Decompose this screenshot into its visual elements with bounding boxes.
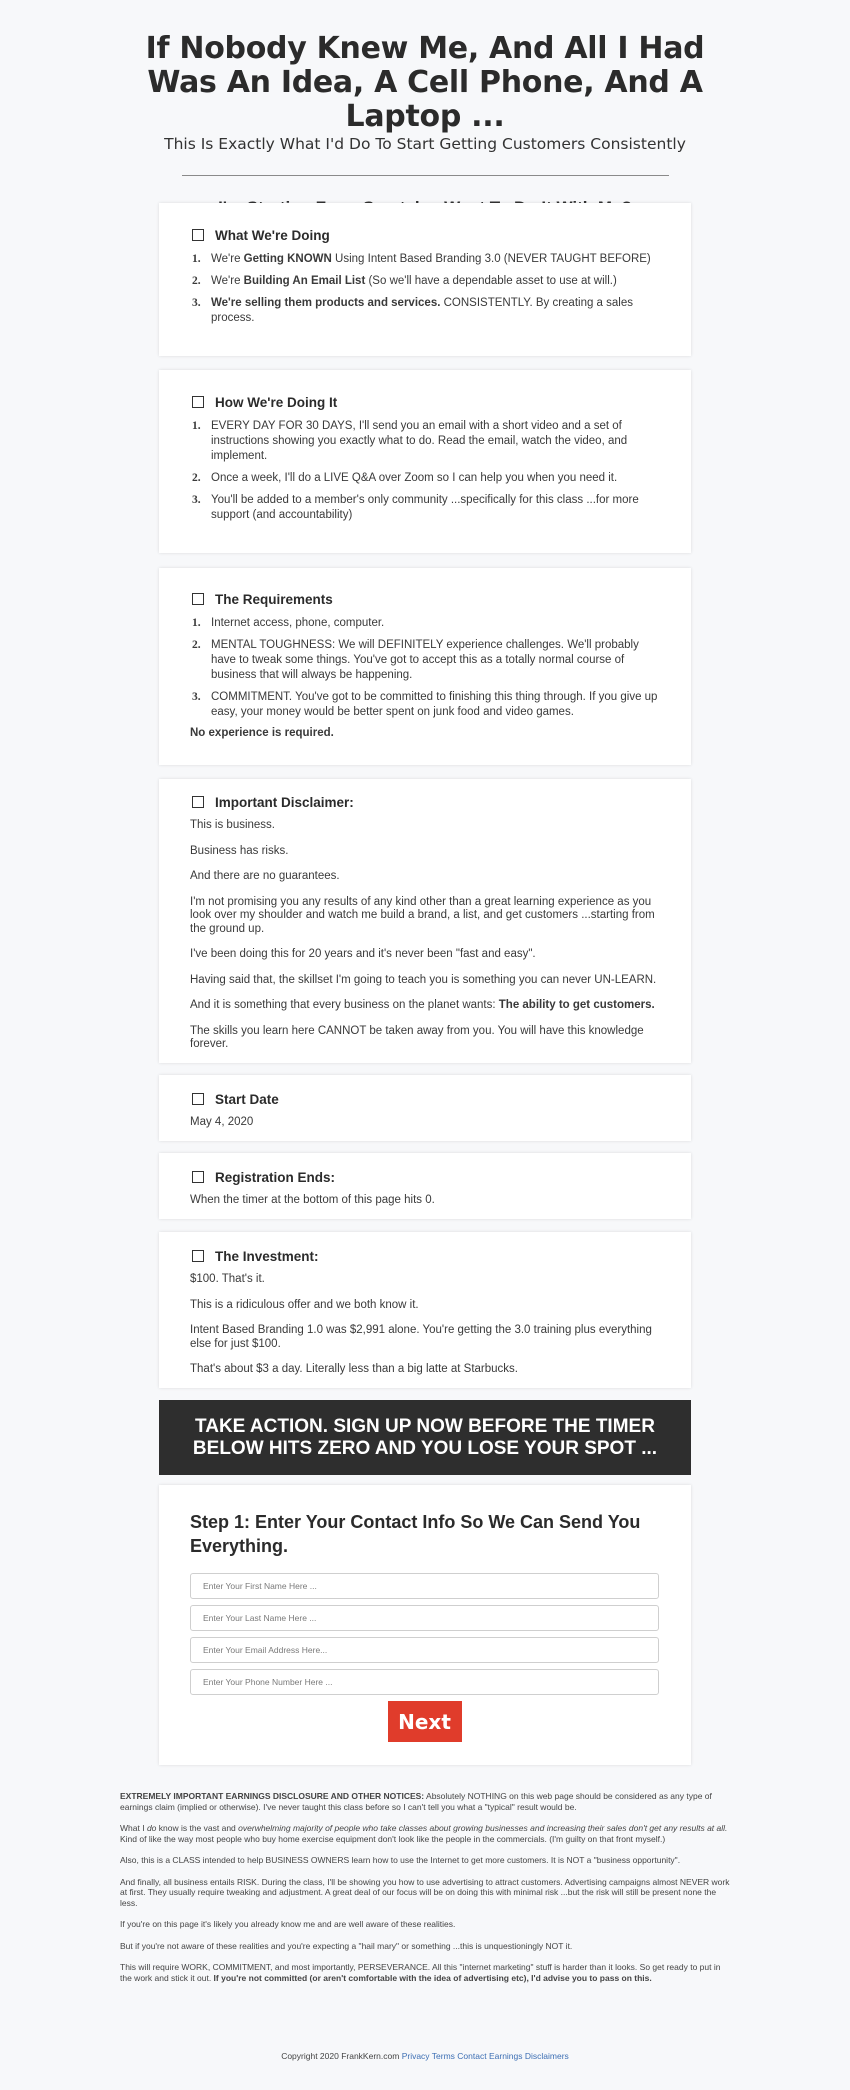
list-item	[190, 419, 659, 464]
card-title-text: How We're Doing It	[215, 394, 338, 410]
contact-link[interactable]: Contact	[457, 2051, 487, 2061]
card-title-text: Important Disclaimer:	[215, 794, 354, 810]
checkbox-icon	[192, 229, 204, 241]
item-text: COMMITMENT. You've got to be committed to finishing this thing through. If you give up easy, your money would be better spent on junk food and video games.	[211, 691, 658, 718]
card-title	[190, 393, 659, 411]
card-title	[190, 226, 659, 244]
card-title	[190, 1168, 659, 1186]
disclosure-paragraph	[120, 1823, 730, 1844]
start-date-value: May 4, 2020	[190, 1116, 254, 1128]
disclosure-paragraph	[120, 1791, 730, 1812]
disclosure-emphasis: overwhelming majority of people who take classes about growing businesses and increasing their sales don't get any results at all.	[238, 1823, 728, 1833]
card-what-were-doing	[159, 203, 691, 356]
page-headline: If Nobody Knew Me, And All I Had Was An Idea, A Cell Phone, And A Laptop ...	[145, 31, 705, 134]
list-number: 2.	[192, 639, 201, 651]
divider	[182, 175, 669, 176]
card-title	[190, 793, 659, 811]
checkbox-icon	[192, 796, 204, 808]
email-input[interactable]	[190, 1637, 659, 1663]
disclosure-text: Absolutely NOTHING on this web page should be considered as any type of earnings claim (implied or otherwise). I've never taught this class before so I can't tell you what a "typical" result would be.	[120, 1791, 712, 1812]
list-item	[190, 493, 659, 523]
earnings-disclaimers-link[interactable]: Earnings Disclaimers	[488, 2051, 569, 2061]
item-bold: Building An Email List	[243, 275, 366, 287]
footer	[0, 2051, 850, 2061]
disclosure-paragraph: Also, this is a CLASS intended to help BUSINESS OWNERS learn how to use the Internet to get more customers. It is NOT a "business opportunity".	[120, 1855, 681, 1865]
item-text: We're	[211, 253, 244, 265]
disclosure-text: know is the vast and	[156, 1823, 239, 1833]
paragraph: This is business.	[190, 819, 276, 831]
checkbox-icon	[192, 1093, 204, 1105]
disclaimer-paragraphs	[190, 819, 659, 1052]
card-how-were-doing-it	[159, 370, 691, 553]
item-text: We're	[211, 275, 244, 287]
list-item	[190, 296, 659, 326]
how-list	[190, 419, 659, 523]
paragraph: I'm not promising you any results of any kind other than a great learning experience as you look over my shoulder and watch me build a brand, a list, and get customers ...starting from the ground up.	[190, 895, 655, 935]
item-text: EVERY DAY FOR 30 DAYS, I'll send you an email with a short video and a set of instructions showing you exactly what to do. Read the email, watch the video, and implement.	[211, 420, 628, 462]
card-requirements	[159, 568, 691, 765]
list-number: 3.	[192, 691, 201, 703]
list-item	[190, 274, 659, 289]
checkbox-icon	[192, 396, 204, 408]
privacy-link[interactable]: Privacy	[401, 2051, 430, 2061]
list-number: 2.	[192, 275, 201, 287]
list-item	[190, 690, 659, 720]
item-text: You'll be added to a member's only community ...specifically for this class ...for more support (and accountability)	[211, 494, 639, 521]
item-text: Internet access, phone, computer.	[211, 617, 385, 629]
disclosure-bold: If you're not committed (or aren't comfortable with the idea of advertising etc), I'd advise you to pass on this.	[213, 1972, 652, 1983]
list-item	[190, 616, 659, 631]
checkbox-icon	[192, 1171, 204, 1183]
paragraph: The skills you learn here CANNOT be taken away from you. You will have this knowledge forever.	[190, 1024, 644, 1050]
doing-list	[190, 252, 659, 326]
checkbox-icon	[192, 1250, 204, 1262]
page-subhead: This Is Exactly What I'd Do To Start Getting Customers Consistently	[164, 135, 686, 153]
disclosure-emphasis: do	[146, 1823, 157, 1833]
item-text: (So we'll have a dependable asset to use at will.)	[365, 275, 617, 287]
card-start-date	[159, 1075, 691, 1141]
paragraph-bold: The ability to get customers.	[498, 999, 655, 1011]
requirements-list	[190, 616, 659, 720]
disclosure-paragraph	[120, 1962, 730, 1983]
list-item	[190, 252, 659, 267]
paragraph-text: And it is something that every business on the planet wants:	[190, 999, 499, 1011]
paragraph: I've been doing this for 20 years and it's never been "fast and easy".	[190, 948, 536, 960]
last-name-input[interactable]	[190, 1605, 659, 1631]
disclosure-paragraph: But if you're not aware of these realities and you're expecting a "hail mary" or something ...this is unquestioningly NOT it.	[120, 1940, 573, 1951]
list-number: 1.	[192, 253, 201, 265]
first-name-input[interactable]	[190, 1573, 659, 1599]
card-title-text: The Investment:	[215, 1248, 319, 1264]
item-text: MENTAL TOUGHNESS: We will DEFINITELY experience challenges. We'll probably have to tweak some things. You've got to accept this as a totally normal course of business that will always be happening.	[211, 639, 639, 681]
item-text: Once a week, I'll do a LIVE Q&A over Zoom so I can help you when you need it.	[211, 472, 618, 484]
paragraph	[190, 999, 659, 1013]
paragraph: Having said that, the skillset I'm going to teach you is something you can never UN-LEARN.	[190, 973, 657, 986]
paragraph: Business has risks.	[190, 844, 289, 857]
disclosure-heading: EXTREMELY IMPORTANT EARNINGS DISCLOSURE AND OTHER NOTICES:	[120, 1791, 425, 1801]
disclosure-paragraph: If you're on this page it's likely you already know me and are well aware of these realities.	[120, 1919, 456, 1929]
checkbox-icon	[192, 593, 204, 605]
item-text: CONSISTENTLY. By creating a sales process.	[211, 297, 633, 324]
terms-link[interactable]: Terms	[431, 2051, 455, 2061]
item-bold: Getting KNOWN	[243, 253, 332, 265]
card-title	[190, 590, 659, 608]
signup-form-card	[159, 1485, 691, 1765]
list-number: 1.	[192, 617, 201, 629]
take-action-banner: TAKE ACTION. SIGN UP NOW BEFORE THE TIMER BELOW HITS ZERO AND YOU LOSE YOUR SPOT ...	[159, 1400, 691, 1475]
card-title-text: Registration Ends:	[215, 1169, 336, 1185]
disclosure-text: This will require WORK, COMMITMENT, and most importantly, PERSEVERANCE. All this "internet marketing" stuff is harder than it looks. So get ready to put in the work and stick it out.	[120, 1962, 721, 1983]
card-title	[190, 1090, 659, 1108]
item-text: Using Intent Based Branding 3.0 (NEVER TAUGHT BEFORE)	[331, 253, 651, 265]
card-registration-ends	[159, 1153, 691, 1219]
list-number: 3.	[192, 494, 201, 506]
requirements-note: No experience is required.	[190, 727, 334, 739]
card-important-disclaimer	[159, 779, 691, 1063]
phone-input[interactable]	[190, 1669, 659, 1695]
copyright: Copyright 2020 FrankKern.com	[281, 2051, 400, 2061]
card-title-text: Start Date	[215, 1091, 279, 1107]
paragraph: $100. That's it.	[190, 1273, 265, 1285]
registration-value: When the timer at the bottom of this page hits 0.	[190, 1194, 435, 1206]
list-number: 3.	[192, 297, 201, 309]
paragraph: This is a ridiculous offer and we both know it.	[190, 1298, 419, 1311]
earnings-disclosure	[120, 1791, 730, 1994]
item-bold: We're selling them products and services.	[211, 297, 441, 309]
paragraph: Intent Based Branding 1.0 was $2,991 alone. You're getting the 3.0 training plus everything else for just $100.	[190, 1324, 652, 1350]
card-investment	[159, 1232, 691, 1388]
card-title-text: What We're Doing	[215, 227, 330, 243]
paragraph: That's about $3 a day. Literally less than a big latte at Starbucks.	[190, 1363, 519, 1375]
list-number: 2.	[192, 472, 201, 484]
list-item	[190, 471, 659, 486]
disclosure-paragraph: And finally, all business entails RISK. During the class, I'll be showing you how to use advertising to attract customers. Advertising campaigns almost NEVER work at first. They usually require tweaking and adjustment. A great deal of our focus will be on doing this with minimal risk ...but the risk will still be present none the less.	[120, 1876, 730, 1908]
paragraph: And there are no guarantees.	[190, 870, 340, 882]
card-title	[190, 1247, 659, 1265]
disclosure-text: Kind of like the way most people who buy home exercise equipment don't look like the people in the commercials. (I'm guilty on that front myself.)	[120, 1833, 666, 1844]
disclosure-text: What I	[120, 1823, 147, 1833]
investment-paragraphs	[190, 1273, 659, 1377]
form-title: Step 1: Enter Your Contact Info So We Can Send You Everything.	[190, 1512, 641, 1556]
list-number: 1.	[192, 420, 201, 432]
next-button[interactable]: Next	[388, 1701, 462, 1742]
signup-form	[190, 1573, 659, 1742]
list-item	[190, 638, 659, 683]
card-title-text: The Requirements	[215, 591, 333, 607]
